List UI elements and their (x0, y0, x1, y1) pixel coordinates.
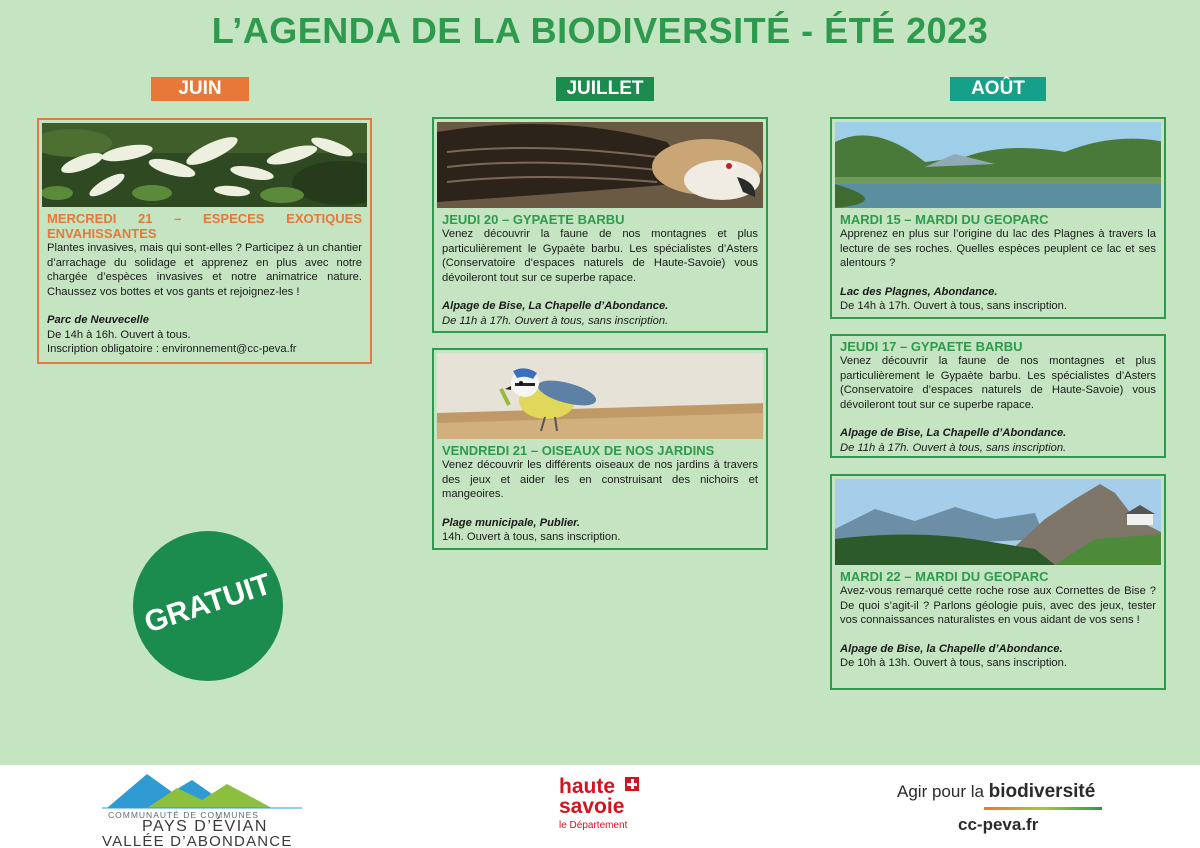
event-place: Alpage de Bise, La Chapelle d’Abondance. (840, 427, 1067, 439)
event-hours: De 14h à 17h. Ouvert à tous, sans inscription. (840, 300, 1067, 312)
cc-logo-line1: PAYS D’ÉVIAN (142, 818, 268, 835)
event-heading: MERCREDI 21 – ESPECES EXOTIQUES ENVAHISSANTES (47, 211, 362, 241)
event-place: Plage municipale, Publier. (442, 516, 581, 529)
hs-logo-line3: le Département (559, 820, 628, 831)
cc-logo-small-text: COMMUNAUTÉ DE COMMUNES (108, 810, 259, 820)
event-card-aout-15 (830, 117, 1166, 319)
event-place: Alpage de Bise, la Chapelle d’Abondance. (840, 642, 1063, 655)
event-hours: 14h. Ouvert à tous, sans inscription. (442, 531, 621, 543)
event-heading: MARDI 15 – MARDI DU GEOPARC (840, 212, 1049, 227)
swiss-cross-icon (625, 777, 639, 791)
event-description: Venez découvrir la faune de nos montagnes et plus particulièrement le Gypaète barbu. Les spécialistes d’Asters (Conservatoire d’espaces naturels de Haute-Savoie) vous dévoileront tout sur ce superbe rapace. (840, 355, 1156, 411)
event-place: Alpage de Bise, La Chapelle d’Abondance. (442, 300, 669, 312)
event-description: Avez-vous remarqué cette roche rose aux Cornettes de Bise ? De quoi s’agit-il ? Parlons géologie puis, avec des jeux, tester vos connaissances naturalistes en vous aidant de vos sens ! (840, 585, 1156, 626)
event-heading: JEUDI 17 – GYPAETE BARBU (840, 339, 1023, 354)
event-hours: De 11h à 17h. Ouvert à tous, sans inscription. (840, 441, 1067, 454)
hs-logo-line1: haute (559, 775, 616, 798)
website-link[interactable]: cc-peva.fr (958, 815, 1039, 834)
event-card-juillet-20 (432, 117, 768, 333)
agir-prefix: Agir pour la (897, 782, 984, 801)
event-hours: De 14h à 16h. Ouvert à tous. (47, 328, 191, 341)
haute-savoie-logo (559, 777, 649, 839)
hs-logo-line2: savoie (559, 795, 625, 818)
cc-logo-line2: VALLÉE D’ABONDANCE (102, 833, 293, 848)
month-aout: AOÛT (950, 77, 1046, 101)
event-place: Parc de Neuvecelle (47, 314, 149, 326)
vulture-photo (437, 122, 763, 208)
event-hours: De 10h à 13h. Ouvert à tous, sans inscription. (840, 657, 1067, 669)
event-heading: VENDREDI 21 – OISEAUX DE NOS JARDINS (442, 443, 715, 458)
cc-peva-logo (102, 770, 302, 848)
event-hours: De 11h à 17h. Ouvert à tous, sans inscription. (442, 314, 669, 327)
event-description: Venez découvrir les différents oiseaux de nos jardins à travers des jeux et aider les en construisant des nichoirs et mangeoires. (442, 459, 758, 500)
event-card-aout-22 (830, 474, 1166, 690)
flowers-photo (42, 123, 367, 207)
event-description: Apprenez en plus sur l’origine du lac des Plagnes à travers la lecture de ses roches. Quelles espèces peuplent ce lac et ses alentours ? (840, 228, 1156, 269)
month-juillet: JUILLET (556, 77, 654, 101)
event-description: Plantes invasives, mais qui sont-elles ? Participez à un chantier d’arrachage du solidage et apprenez en plus avec notre chargée d’espèces invasives et notre animatrice nature. Chaussez vos bottes et vos gants et rejoignez-les ! (47, 242, 362, 298)
event-description: Venez découvrir la faune de nos montagnes et plus particulièrement le Gypaète barbu. Les spécialistes d’Asters (Conservatoire d’espaces naturels de Haute-Savoie) vous dévoileront tout sur ce superbe rapace. (442, 228, 758, 284)
slogan-underline (984, 807, 1102, 810)
free-badge-label: GRATUIT (140, 567, 276, 640)
agir-bold: biodiversité (988, 781, 1096, 802)
event-card-juillet-21 (432, 348, 768, 550)
agir-slogan (897, 781, 1095, 803)
month-juin: JUIN (151, 77, 249, 101)
free-badge (133, 531, 283, 681)
event-heading: MARDI 22 – MARDI DU GEOPARC (840, 569, 1049, 584)
blue-tit-photo (437, 353, 763, 439)
event-card-aout-17 (830, 334, 1166, 458)
event-card-juin-21 (37, 118, 372, 364)
event-place: Lac des Plagnes, Abondance. (840, 285, 998, 298)
page-title: L’AGENDA DE LA BIODIVERSITÉ - ÉTÉ 2023 (211, 10, 989, 51)
footer (0, 765, 1200, 848)
lake-photo (835, 122, 1161, 208)
event-heading: JEUDI 20 – GYPAETE BARBU (442, 212, 625, 227)
event-registration: Inscription obligatoire : environnement@cc-peva.fr (47, 343, 297, 355)
mountain-photo (835, 479, 1161, 565)
